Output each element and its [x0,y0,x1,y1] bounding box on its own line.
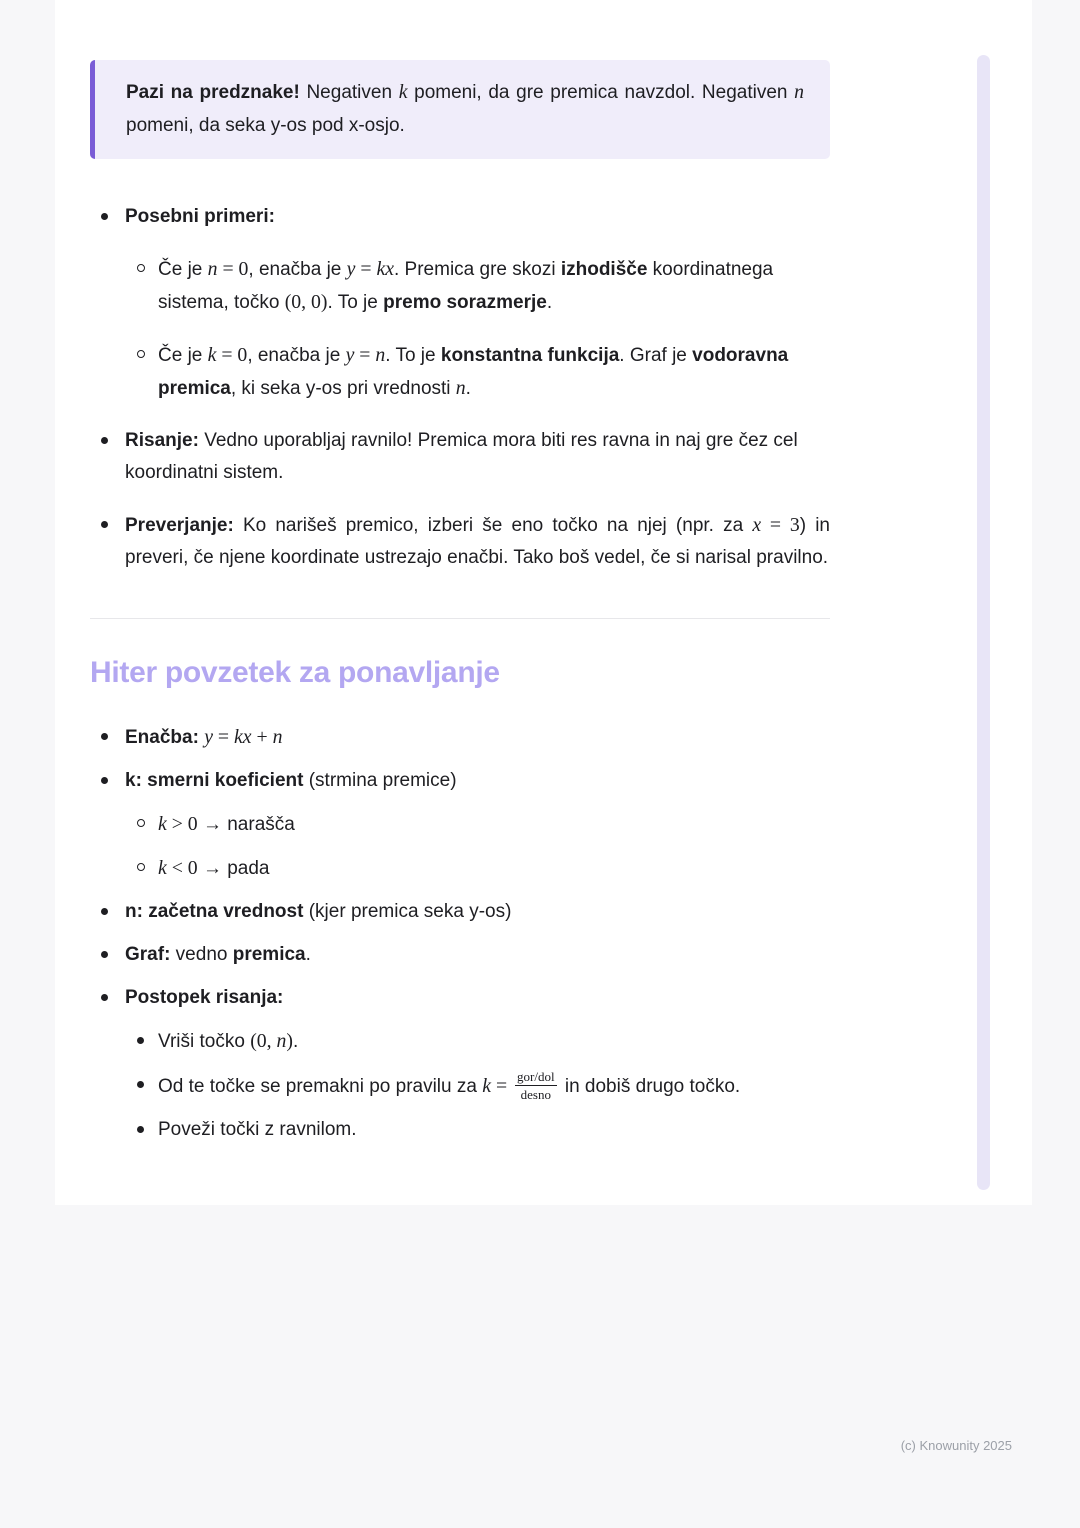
text-segment: Postopek risanja: [125,987,284,1008]
bullet-marker [137,808,158,827]
list-item [90,721,830,754]
bullet-marker [137,1069,158,1088]
text-segment: pomeni, da gre premica navzdol. Negativen [407,82,795,103]
text-segment: Ko narišeš premico, izberi še eno točko na njej (npr. za [233,515,753,536]
text-segment: , enačba je [248,259,347,280]
text-segment: (kjer premica seka y-os) [303,901,512,922]
scrollbar-thumb[interactable] [977,55,990,1190]
text-segment: , enačba je [247,345,346,366]
bullet-marker [137,1114,158,1133]
list-item-text [125,982,830,1014]
text-segment: + [251,726,273,748]
bullet-marker [90,721,125,740]
text-segment: = [354,344,376,366]
bullet-icon [137,1081,144,1088]
text-segment: Od te točke se premakni po pravilu za [158,1075,483,1097]
text-segment: = [491,1074,513,1097]
text-segment: = 0 [217,258,249,280]
bullet-marker [137,852,158,871]
text-segment: > 0 [166,813,198,835]
bullet-marker [90,509,125,528]
text-segment: (0, [250,1030,277,1052]
list-item-text [125,765,830,797]
bullet-icon [101,994,108,1001]
text-segment: (strmina premice) [303,770,457,791]
text-segment: = 0 [216,344,248,366]
list-subitem [137,253,830,319]
list-item-text [158,852,830,885]
list-item [90,765,830,797]
text-segment: k [207,344,217,366]
text-segment: n [794,81,804,103]
callout-note [90,60,830,159]
circle-bullet-icon [137,863,145,871]
text-segment: n [276,1030,287,1052]
text-segment: kx [376,258,394,280]
list-item-text [125,939,830,971]
text-segment: Vedno uporabljaj ravnilo! Premica mora biti res ravna in naj gre čez cel koordinatni sistem. [125,430,798,483]
bullet-icon [101,733,108,740]
list-item-text [125,896,830,928]
text-segment: . Premica gre skozi [394,259,561,280]
list-item-text [158,1114,830,1146]
text-segment: vedno [170,944,233,965]
bullet-marker [90,896,125,915]
text-segment: y [346,258,356,280]
bullet-icon [137,1037,144,1044]
text-segment: . [293,1031,299,1052]
list-item-text [125,425,830,489]
text-segment: Vriši točko [158,1031,251,1052]
summary-list [90,721,830,1146]
document-content [90,60,830,1157]
bullet-icon [101,908,108,915]
text-segment: < 0 [166,857,198,879]
text-segment: Če je [158,345,208,366]
text-segment: = 3 [761,514,800,536]
bullet-marker [90,939,125,958]
text-segment: . [305,944,311,965]
text-segment: in dobiš drugo točko. [559,1075,741,1097]
text-segment: Graf: [125,944,171,965]
bullet-marker [90,765,125,784]
text-segment: n [207,258,218,280]
list-item [90,509,830,574]
text-segment: kx [234,726,252,748]
bullet-marker [90,982,125,1001]
list-item-text [125,721,830,754]
text-segment: x [752,514,762,536]
text-segment: Risanje: [125,430,199,451]
text-segment: n: začetna vrednost [125,901,304,922]
list-item [90,201,830,233]
text-segment: k [482,1074,491,1097]
text-segment: koordinatnega sistema, točko [158,259,774,313]
text-segment: konstantna funkcija [440,345,620,366]
text-segment: premo sorazmerje [383,292,547,313]
text-segment: , ki seka y-os pri vrednosti [230,378,456,399]
text-segment: Pazi na predznake! [126,82,300,103]
text-segment: . To je [327,292,384,313]
section-divider [90,618,830,619]
text-segment: y [204,726,213,748]
text-segment: n [455,377,466,399]
list-subitem [137,1025,830,1058]
text-segment: . [546,292,553,313]
notes-list [90,201,830,574]
text-segment: ) [286,1030,293,1052]
text-segment: . [465,378,471,399]
text-segment: → narašča [197,814,295,835]
list-item-text [158,339,830,405]
text-segment: Posebni primeri: [125,206,275,227]
circle-bullet-icon [137,350,145,358]
list-item [90,425,830,489]
text-segment: Preverjanje: [125,515,234,536]
list-item-text [158,253,830,319]
text-segment: . To je [385,345,441,366]
text-segment: k: smerni koeficient [125,770,304,791]
summary-heading: Hiter povzetek za ponavljanje [90,656,500,689]
text-segment: n [375,344,386,366]
callout-text [126,76,804,142]
text-segment: (0, 0) [284,291,328,313]
bullet-icon [101,521,108,528]
list-item-text [158,808,830,841]
bullet-icon [101,213,108,220]
text-segment: Poveži točki z ravnilom. [158,1118,357,1140]
text-segment: y [345,344,355,366]
text-segment: = [355,258,377,280]
bullet-marker [137,339,158,358]
bullet-marker [90,201,125,220]
text-segment: premica [232,944,306,965]
bullet-marker [137,1025,158,1044]
list-item-text [125,201,830,233]
text-segment: Negativen [299,82,399,103]
text-segment: k [398,81,408,103]
bullet-icon [101,951,108,958]
text-segment: . Graf je [619,345,693,366]
bullet-marker [90,425,125,444]
bullet-icon [137,1126,144,1133]
list-subitem [137,852,830,885]
list-item [90,896,830,928]
bullet-icon [101,437,108,444]
list-subitem [137,1114,830,1146]
text-segment: n [272,726,283,748]
copyright-footer: (c) Knowunity 2025 [900,1438,1012,1453]
list-subitem [137,1069,830,1103]
text-segment: Enačba: [125,727,199,748]
list-item-text [125,509,830,574]
text-segment: = [212,726,234,748]
list-subitem [137,339,830,405]
circle-bullet-icon [137,264,145,272]
list-item [90,939,830,971]
list-subitem [137,808,830,841]
text-segment: → pada [197,858,270,879]
text-segment: vodoravna premica [158,345,789,399]
bullet-marker [137,253,158,272]
text-segment: izhodišče [560,259,648,280]
text-segment: Če je [158,259,208,280]
list-item [90,982,830,1014]
list-item-text [158,1025,830,1058]
list-item-text [158,1069,830,1103]
text-segment: k [158,813,167,835]
text-segment: pomeni, da seka y-os pod x-osjo. [126,115,405,136]
circle-bullet-icon [137,819,145,827]
fraction: $\frac{\text{gor/dol}}{\text{desno}}$ [517,1069,555,1102]
text-segment: ) in preveri, če njene koordinate ustrezajo enačbi. Tako boš vedel, če si narisal pravilno. [125,515,830,568]
bullet-icon [101,777,108,784]
text-segment: k [158,857,167,879]
